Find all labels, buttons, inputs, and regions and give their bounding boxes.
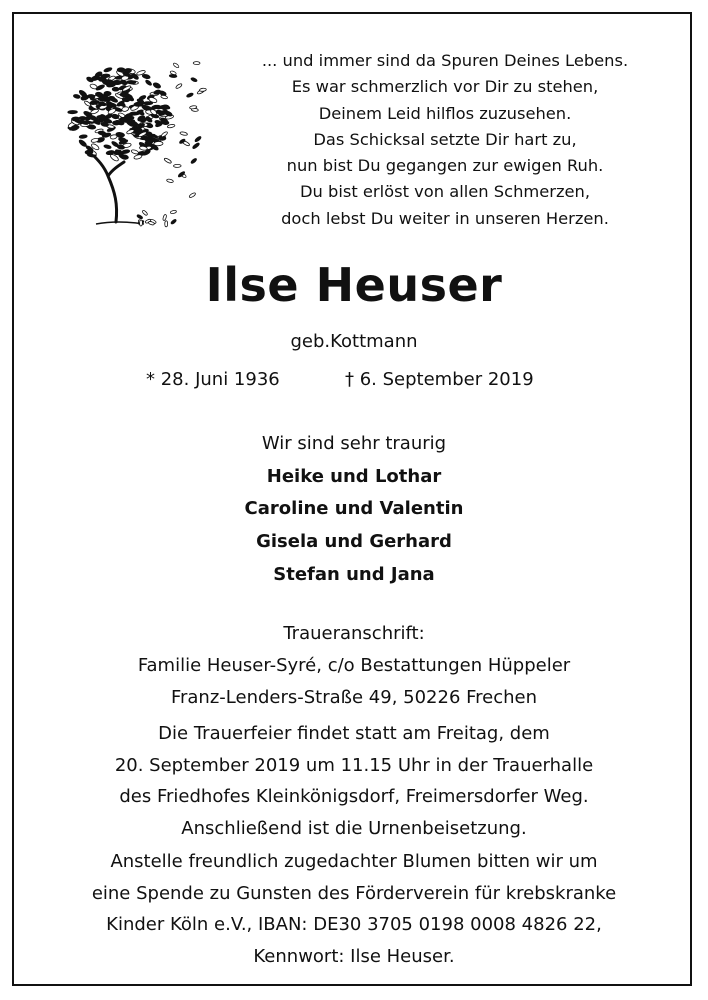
mourner-family: Caroline und Valentin	[244, 498, 464, 520]
address-line: Franz-Lenders-Straße 49, 50226 Frechen	[170, 687, 538, 708]
poem-line: Deinem Leid hilflos zuzusehen.	[318, 103, 572, 123]
ceremony-line: Die Trauerfeier findet statt am Freitag, dem	[158, 723, 550, 744]
donation-request	[0, 846, 708, 972]
poem-line: nun bist Du gegangen zur ewigen Ruh.	[286, 156, 604, 176]
donation-line: Kinder Köln e.V., IBAN: DE30 3705 0198 0008 4826 22,	[106, 914, 602, 935]
poem-line: doch lebst Du weiter in unseren Herzen.	[281, 208, 609, 228]
address-line: Traueranschrift:	[283, 623, 425, 644]
ceremony-line: 20. September 2019 um 11.15 Uhr in der Trauerhalle	[114, 754, 594, 776]
deceased-name: Ilse Heuser	[205, 258, 503, 312]
mourner-family: Stefan und Jana	[273, 563, 435, 585]
funeral-ceremony	[0, 718, 708, 844]
mourner-family: Gisela und Gerhard	[256, 531, 452, 553]
mourners-intro: Wir sind sehr traurig	[261, 433, 447, 454]
donation-line: eine Spende zu Gunsten des Förderverein für krebskranke	[91, 882, 617, 904]
address-line: Familie Heuser-Syré, c/o Bestattungen Hüppeler	[137, 655, 571, 676]
mourners	[0, 428, 708, 592]
ceremony-line: Anschließend ist die Urnenbeisetzung.	[181, 817, 527, 839]
poem-line: Du bist erlöst von allen Schmerzen,	[299, 182, 591, 202]
poem-line: Es war schmerzlich vor Dir zu stehen,	[291, 77, 599, 97]
ceremony-line: des Friedhofes Kleinkönigsdorf, Freimersdorfer Weg.	[119, 786, 589, 807]
mourning-address	[0, 618, 708, 714]
poem-line: Das Schicksal setzte Dir hart zu,	[313, 129, 577, 149]
mourner-family: Heike und Lothar	[266, 465, 442, 487]
windblown-tree-icon	[58, 44, 208, 234]
poem-line: ... und immer sind da Spuren Deines Lebens.	[261, 51, 629, 70]
death-date: † 6. September 2019	[345, 369, 534, 390]
maiden-name: geb.Kottmann	[290, 331, 418, 352]
donation-line: Kennwort: Ilse Heuser.	[253, 945, 455, 967]
donation-line: Anstelle freundlich zugedachter Blumen bitten wir um	[110, 851, 598, 872]
birth-date: * 28. Juni 1936	[146, 369, 280, 390]
poem	[225, 48, 665, 232]
